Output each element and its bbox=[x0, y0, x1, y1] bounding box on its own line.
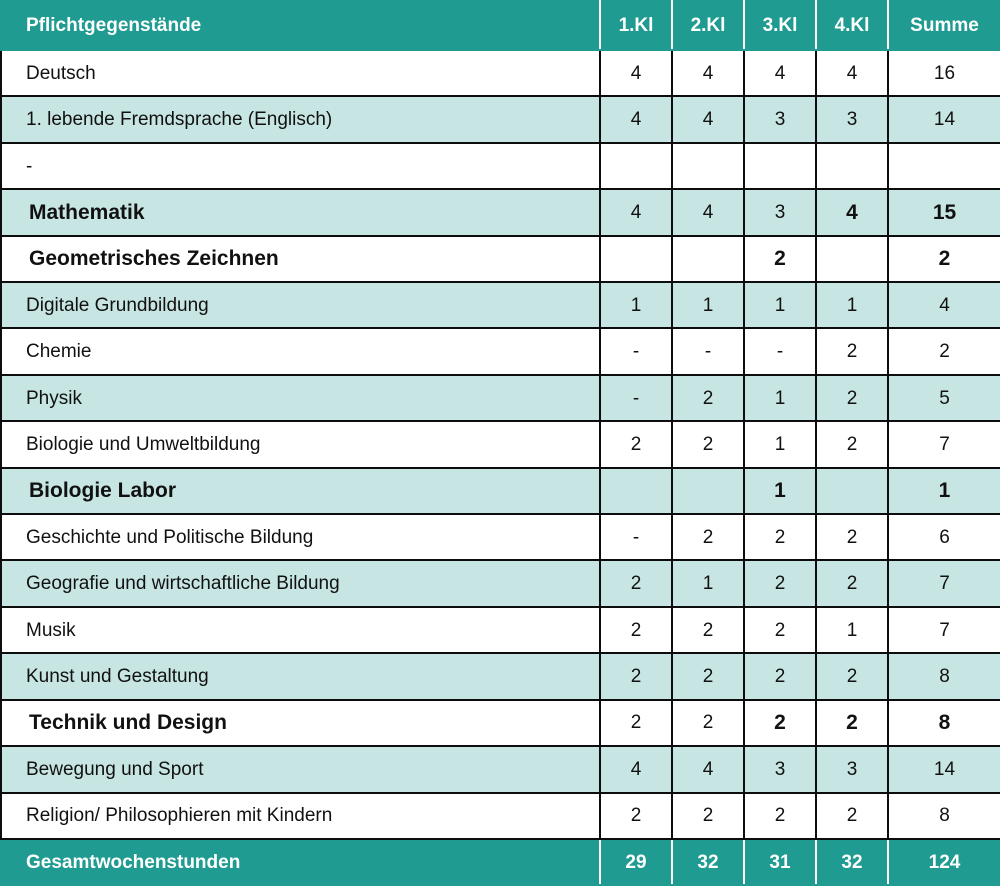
grade-4-cell: 2 bbox=[816, 653, 888, 699]
table-row bbox=[1, 50, 1000, 96]
sum-cell bbox=[888, 143, 1000, 189]
subject-cell: Deutsch bbox=[1, 50, 600, 96]
sum-cell: 8 bbox=[888, 653, 1000, 699]
grade-1-cell: 2 bbox=[600, 421, 672, 467]
grade-1-cell: 2 bbox=[600, 560, 672, 606]
subject-cell: - bbox=[1, 143, 600, 189]
sum-cell: 7 bbox=[888, 560, 1000, 606]
subject-cell: Mathematik bbox=[1, 189, 600, 235]
grade-2-cell bbox=[672, 143, 744, 189]
grade-3-cell: 2 bbox=[744, 607, 816, 653]
table-row bbox=[1, 700, 1000, 746]
total-sum: 124 bbox=[888, 839, 1000, 885]
table-row bbox=[1, 189, 1000, 235]
sum-cell: 6 bbox=[888, 514, 1000, 560]
grade-4-cell: 3 bbox=[816, 746, 888, 792]
grade-3-cell: 2 bbox=[744, 700, 816, 746]
table-row bbox=[1, 793, 1000, 840]
table-row bbox=[1, 375, 1000, 421]
total-grade-4: 32 bbox=[816, 839, 888, 885]
sum-cell: 16 bbox=[888, 50, 1000, 96]
subject-cell: Religion/ Philosophieren mit Kindern bbox=[1, 793, 600, 840]
subject-cell: Biologie und Umweltbildung bbox=[1, 421, 600, 467]
grade-3-cell bbox=[744, 143, 816, 189]
grade-1-cell bbox=[600, 143, 672, 189]
grade-4-cell: 1 bbox=[816, 607, 888, 653]
subject-cell: Chemie bbox=[1, 328, 600, 374]
grade-4-cell: 2 bbox=[816, 700, 888, 746]
total-grade-1: 29 bbox=[600, 839, 672, 885]
grade-2-cell: 2 bbox=[672, 514, 744, 560]
grade-3-cell: 1 bbox=[744, 375, 816, 421]
table-row bbox=[1, 653, 1000, 699]
header-grade-3: 3.Kl bbox=[744, 1, 816, 50]
table-row bbox=[1, 560, 1000, 606]
grade-2-cell: 4 bbox=[672, 189, 744, 235]
table-row bbox=[1, 421, 1000, 467]
table-row bbox=[1, 514, 1000, 560]
grade-2-cell: 4 bbox=[672, 96, 744, 142]
grade-4-cell: 2 bbox=[816, 421, 888, 467]
grade-4-cell: 2 bbox=[816, 793, 888, 840]
grade-3-cell: 2 bbox=[744, 560, 816, 606]
total-grade-3: 31 bbox=[744, 839, 816, 885]
grade-2-cell: 1 bbox=[672, 282, 744, 328]
grade-4-cell: 3 bbox=[816, 96, 888, 142]
sum-cell: 8 bbox=[888, 700, 1000, 746]
table-row bbox=[1, 468, 1000, 514]
grade-1-cell: 4 bbox=[600, 96, 672, 142]
table-row bbox=[1, 143, 1000, 189]
grade-3-cell: 3 bbox=[744, 96, 816, 142]
grade-1-cell: 1 bbox=[600, 282, 672, 328]
table-row bbox=[1, 96, 1000, 142]
grade-2-cell: 2 bbox=[672, 700, 744, 746]
header-subject: Pflichtgegenstände bbox=[1, 1, 600, 50]
sum-cell: 2 bbox=[888, 328, 1000, 374]
header-grade-2: 2.Kl bbox=[672, 1, 744, 50]
grade-4-cell: 2 bbox=[816, 560, 888, 606]
grade-4-cell bbox=[816, 468, 888, 514]
grade-2-cell: 4 bbox=[672, 746, 744, 792]
grade-2-cell: 2 bbox=[672, 653, 744, 699]
subject-cell: Physik bbox=[1, 375, 600, 421]
table-row bbox=[1, 282, 1000, 328]
table-row bbox=[1, 236, 1000, 282]
grade-3-cell: 3 bbox=[744, 189, 816, 235]
grade-4-cell: 4 bbox=[816, 189, 888, 235]
grade-1-cell: 4 bbox=[600, 50, 672, 96]
grade-1-cell: - bbox=[600, 514, 672, 560]
subject-cell: Geografie und wirtschaftliche Bildung bbox=[1, 560, 600, 606]
grade-1-cell bbox=[600, 236, 672, 282]
subject-cell: Musik bbox=[1, 607, 600, 653]
grade-4-cell: 2 bbox=[816, 514, 888, 560]
grade-1-cell: 2 bbox=[600, 607, 672, 653]
grade-2-cell: 1 bbox=[672, 560, 744, 606]
sum-cell: 8 bbox=[888, 793, 1000, 840]
sum-cell: 2 bbox=[888, 236, 1000, 282]
subject-cell: Geometrisches Zeichnen bbox=[1, 236, 600, 282]
table-header-row bbox=[1, 1, 1000, 50]
grade-3-cell: - bbox=[744, 328, 816, 374]
subject-cell: 1. lebende Fremdsprache (Englisch) bbox=[1, 96, 600, 142]
grade-3-cell: 2 bbox=[744, 793, 816, 840]
grade-2-cell bbox=[672, 468, 744, 514]
grade-4-cell bbox=[816, 143, 888, 189]
grade-3-cell: 2 bbox=[744, 653, 816, 699]
subject-cell: Technik und Design bbox=[1, 700, 600, 746]
grade-2-cell: - bbox=[672, 328, 744, 374]
sum-cell: 7 bbox=[888, 421, 1000, 467]
table-body bbox=[1, 50, 1000, 839]
header-sum: Summe bbox=[888, 1, 1000, 50]
grade-1-cell: 2 bbox=[600, 653, 672, 699]
subject-cell: Digitale Grundbildung bbox=[1, 282, 600, 328]
grade-4-cell: 4 bbox=[816, 50, 888, 96]
sum-cell: 1 bbox=[888, 468, 1000, 514]
grade-3-cell: 1 bbox=[744, 421, 816, 467]
total-label: Gesamtwochenstunden bbox=[1, 839, 600, 885]
header-grade-1: 1.Kl bbox=[600, 1, 672, 50]
grade-4-cell: 1 bbox=[816, 282, 888, 328]
header-grade-4: 4.Kl bbox=[816, 1, 888, 50]
sum-cell: 7 bbox=[888, 607, 1000, 653]
sum-cell: 5 bbox=[888, 375, 1000, 421]
grade-1-cell: - bbox=[600, 328, 672, 374]
sum-cell: 14 bbox=[888, 746, 1000, 792]
total-grade-2: 32 bbox=[672, 839, 744, 885]
grade-1-cell: 4 bbox=[600, 746, 672, 792]
grade-1-cell: 4 bbox=[600, 189, 672, 235]
grade-2-cell: 2 bbox=[672, 607, 744, 653]
grade-1-cell: 2 bbox=[600, 700, 672, 746]
grade-1-cell bbox=[600, 468, 672, 514]
grade-1-cell: - bbox=[600, 375, 672, 421]
sum-cell: 15 bbox=[888, 189, 1000, 235]
sum-cell: 4 bbox=[888, 282, 1000, 328]
subject-cell: Kunst und Gestaltung bbox=[1, 653, 600, 699]
subject-cell: Bewegung und Sport bbox=[1, 746, 600, 792]
grade-2-cell bbox=[672, 236, 744, 282]
table-row bbox=[1, 328, 1000, 374]
table-total-row bbox=[1, 839, 1000, 885]
grade-1-cell: 2 bbox=[600, 793, 672, 840]
grade-3-cell: 2 bbox=[744, 514, 816, 560]
subject-cell: Biologie Labor bbox=[1, 468, 600, 514]
table-row bbox=[1, 607, 1000, 653]
sum-cell: 14 bbox=[888, 96, 1000, 142]
subject-cell: Geschichte und Politische Bildung bbox=[1, 514, 600, 560]
grade-3-cell: 2 bbox=[744, 236, 816, 282]
grade-2-cell: 2 bbox=[672, 375, 744, 421]
grade-4-cell bbox=[816, 236, 888, 282]
grade-3-cell: 1 bbox=[744, 468, 816, 514]
grade-3-cell: 4 bbox=[744, 50, 816, 96]
grade-2-cell: 2 bbox=[672, 793, 744, 840]
grade-4-cell: 2 bbox=[816, 375, 888, 421]
grade-3-cell: 3 bbox=[744, 746, 816, 792]
grade-4-cell: 2 bbox=[816, 328, 888, 374]
grade-2-cell: 4 bbox=[672, 50, 744, 96]
grade-2-cell: 2 bbox=[672, 421, 744, 467]
grade-3-cell: 1 bbox=[744, 282, 816, 328]
table-row bbox=[1, 746, 1000, 792]
